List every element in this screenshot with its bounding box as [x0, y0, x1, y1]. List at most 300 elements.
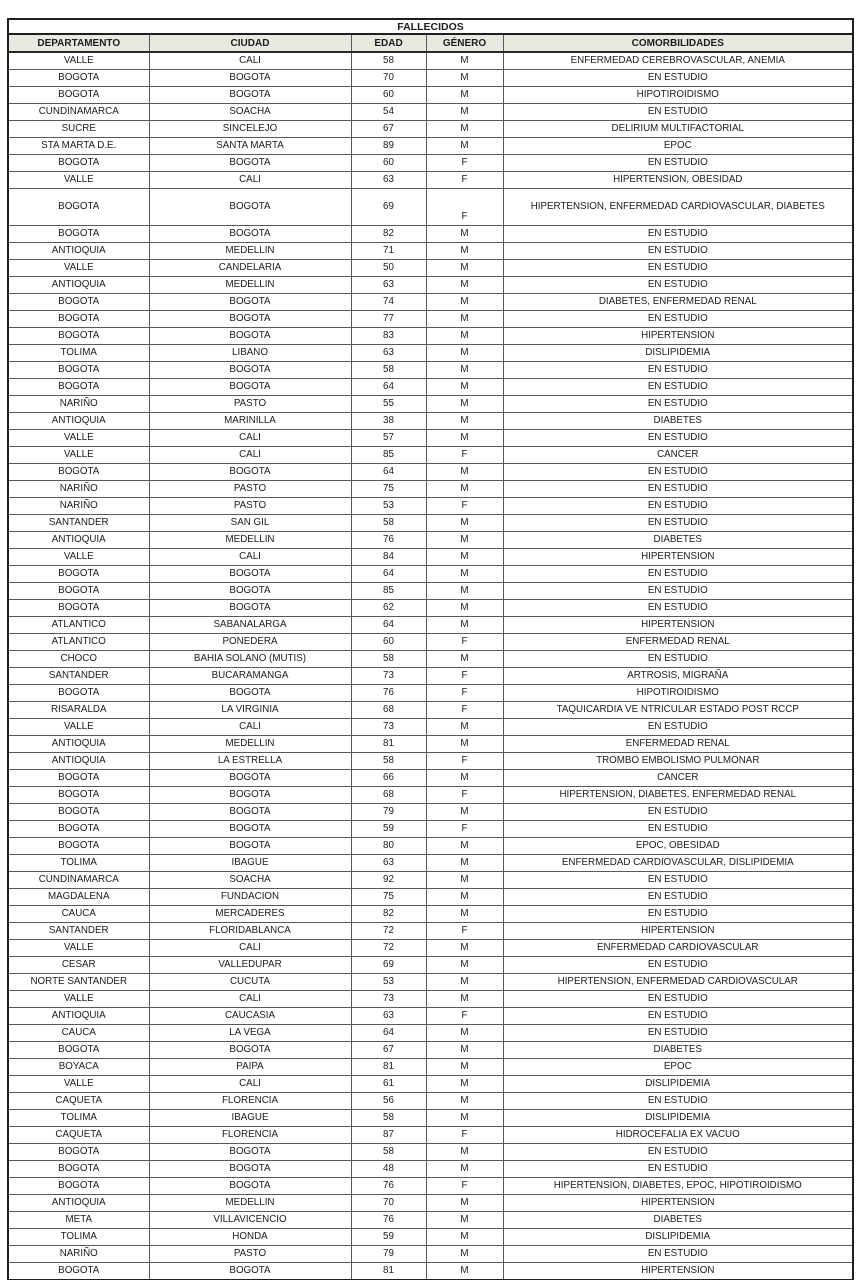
cell-edad: 82	[351, 906, 426, 923]
cell-departamento: NARIÑO	[8, 498, 149, 515]
cell-edad: 60	[351, 634, 426, 651]
cell-comorbilidades: HIPERTENSION, DIABETES, EPOC, HIPOTIROIDISMO	[503, 1178, 853, 1195]
column-header-comorbilidades: COMORBILIDADES	[503, 34, 853, 52]
cell-comorbilidades: EN ESTUDIO	[503, 243, 853, 260]
column-header-edad: EDAD	[351, 34, 426, 52]
cell-comorbilidades: EN ESTUDIO	[503, 430, 853, 447]
cell-edad: 57	[351, 430, 426, 447]
table-row	[8, 566, 853, 583]
cell-genero: M	[426, 311, 503, 328]
cell-ciudad: BOGOTA	[149, 787, 351, 804]
cell-departamento: SANTANDER	[8, 515, 149, 532]
cell-departamento: VALLE	[8, 172, 149, 189]
cell-departamento: TOLIMA	[8, 1110, 149, 1127]
cell-genero: M	[426, 413, 503, 430]
cell-comorbilidades: HIPERTENSION, DIABETES, ENFERMEDAD RENAL	[503, 787, 853, 804]
cell-ciudad: FLORENCIA	[149, 1127, 351, 1144]
cell-ciudad: BOGOTA	[149, 294, 351, 311]
cell-edad: 53	[351, 498, 426, 515]
cell-edad: 63	[351, 172, 426, 189]
cell-edad: 61	[351, 1076, 426, 1093]
cell-comorbilidades: EN ESTUDIO	[503, 379, 853, 396]
cell-ciudad: CANDELARIA	[149, 260, 351, 277]
cell-comorbilidades: DISLIPIDEMIA	[503, 1110, 853, 1127]
table-row	[8, 855, 853, 872]
cell-departamento: BOGOTA	[8, 838, 149, 855]
cell-comorbilidades: ENFERMEDAD CEREBROVASCULAR, ANEMIA	[503, 52, 853, 70]
cell-genero: M	[426, 957, 503, 974]
table-row	[8, 702, 853, 719]
cell-departamento: ANTIOQUIA	[8, 243, 149, 260]
table-row	[8, 787, 853, 804]
cell-genero: M	[426, 464, 503, 481]
cell-edad: 63	[351, 345, 426, 362]
cell-comorbilidades: EN ESTUDIO	[503, 362, 853, 379]
cell-ciudad: CALI	[149, 430, 351, 447]
cell-ciudad: FLORIDABLANCA	[149, 923, 351, 940]
cell-edad: 58	[351, 651, 426, 668]
cell-comorbilidades: EN ESTUDIO	[503, 277, 853, 294]
cell-genero: M	[426, 345, 503, 362]
cell-ciudad: BOGOTA	[149, 311, 351, 328]
cell-ciudad: CALI	[149, 991, 351, 1008]
cell-ciudad: BOGOTA	[149, 1144, 351, 1161]
cell-edad: 54	[351, 104, 426, 121]
cell-edad: 67	[351, 1042, 426, 1059]
cell-ciudad: BOGOTA	[149, 1178, 351, 1195]
cell-genero: F	[426, 1008, 503, 1025]
cell-edad: 53	[351, 974, 426, 991]
cell-ciudad: MEDELLIN	[149, 243, 351, 260]
cell-departamento: BOGOTA	[8, 155, 149, 172]
cell-ciudad: CUCUTA	[149, 974, 351, 991]
cell-genero: M	[426, 1093, 503, 1110]
table-row	[8, 736, 853, 753]
cell-edad: 63	[351, 1008, 426, 1025]
table-row	[8, 1246, 853, 1263]
table-row	[8, 600, 853, 617]
cell-comorbilidades: EN ESTUDIO	[503, 872, 853, 889]
cell-comorbilidades: ARTROSIS, MIGRAÑA	[503, 668, 853, 685]
cell-genero: M	[426, 87, 503, 104]
table-row	[8, 1178, 853, 1195]
cell-genero: M	[426, 838, 503, 855]
cell-departamento: VALLE	[8, 940, 149, 957]
cell-edad: 89	[351, 138, 426, 155]
cell-departamento: BOGOTA	[8, 328, 149, 345]
cell-edad: 64	[351, 1025, 426, 1042]
cell-comorbilidades: EN ESTUDIO	[503, 226, 853, 243]
cell-edad: 58	[351, 753, 426, 770]
table-row	[8, 923, 853, 940]
cell-ciudad: SOACHA	[149, 872, 351, 889]
cell-ciudad: BOGOTA	[149, 189, 351, 226]
cell-genero: M	[426, 872, 503, 889]
cell-comorbilidades: EN ESTUDIO	[503, 651, 853, 668]
table-row	[8, 121, 853, 138]
cell-edad: 64	[351, 617, 426, 634]
cell-genero: M	[426, 379, 503, 396]
cell-edad: 71	[351, 243, 426, 260]
cell-edad: 72	[351, 940, 426, 957]
table-row	[8, 189, 853, 226]
table-row	[8, 260, 853, 277]
cell-genero: M	[426, 736, 503, 753]
cell-edad: 56	[351, 1093, 426, 1110]
table-row	[8, 634, 853, 651]
cell-genero: M	[426, 1229, 503, 1246]
cell-genero: F	[426, 668, 503, 685]
cell-comorbilidades: EN ESTUDIO	[503, 311, 853, 328]
cell-comorbilidades: EN ESTUDIO	[503, 583, 853, 600]
cell-edad: 55	[351, 396, 426, 413]
cell-comorbilidades: HIPERTENSION	[503, 328, 853, 345]
table-row	[8, 379, 853, 396]
cell-genero: M	[426, 396, 503, 413]
cell-ciudad: CALI	[149, 447, 351, 464]
cell-genero: M	[426, 260, 503, 277]
table-row	[8, 1025, 853, 1042]
cell-departamento: CUNDINAMARCA	[8, 104, 149, 121]
table-row	[8, 617, 853, 634]
cell-comorbilidades: HIPERTENSION	[503, 1263, 853, 1280]
cell-comorbilidades: CANCER	[503, 447, 853, 464]
table-row	[8, 770, 853, 787]
cell-ciudad: BOGOTA	[149, 155, 351, 172]
table-row	[8, 226, 853, 243]
cell-genero: M	[426, 328, 503, 345]
cell-edad: 62	[351, 600, 426, 617]
table-row	[8, 1212, 853, 1229]
cell-edad: 70	[351, 70, 426, 87]
cell-ciudad: SAN GIL	[149, 515, 351, 532]
cell-genero: M	[426, 52, 503, 70]
cell-ciudad: LIBANO	[149, 345, 351, 362]
cell-edad: 73	[351, 719, 426, 736]
cell-genero: F	[426, 702, 503, 719]
cell-genero: M	[426, 889, 503, 906]
table-row	[8, 1195, 853, 1212]
cell-genero: F	[426, 1178, 503, 1195]
cell-comorbilidades: DIABETES	[503, 413, 853, 430]
cell-genero: F	[426, 634, 503, 651]
cell-genero: M	[426, 940, 503, 957]
table-row	[8, 1042, 853, 1059]
cell-edad: 64	[351, 464, 426, 481]
table-row	[8, 821, 853, 838]
table-row	[8, 549, 853, 566]
cell-genero: F	[426, 189, 503, 226]
cell-departamento: SUCRE	[8, 121, 149, 138]
cell-ciudad: MERCADERES	[149, 906, 351, 923]
cell-edad: 75	[351, 889, 426, 906]
cell-comorbilidades: EN ESTUDIO	[503, 1144, 853, 1161]
cell-edad: 58	[351, 515, 426, 532]
cell-edad: 75	[351, 481, 426, 498]
table-row	[8, 294, 853, 311]
cell-departamento: ANTIOQUIA	[8, 753, 149, 770]
cell-genero: F	[426, 447, 503, 464]
cell-comorbilidades: DIABETES	[503, 532, 853, 549]
cell-edad: 76	[351, 685, 426, 702]
table-row	[8, 413, 853, 430]
cell-genero: M	[426, 362, 503, 379]
cell-departamento: BOGOTA	[8, 379, 149, 396]
cell-ciudad: PONEDERA	[149, 634, 351, 651]
cell-departamento: VALLE	[8, 1076, 149, 1093]
table-row	[8, 172, 853, 189]
cell-edad: 69	[351, 189, 426, 226]
cell-edad: 85	[351, 447, 426, 464]
cell-edad: 58	[351, 1110, 426, 1127]
cell-comorbilidades: HIPERTENSION	[503, 617, 853, 634]
cell-departamento: BOGOTA	[8, 311, 149, 328]
cell-edad: 68	[351, 702, 426, 719]
cell-ciudad: FLORENCIA	[149, 1093, 351, 1110]
cell-edad: 64	[351, 379, 426, 396]
cell-ciudad: BOGOTA	[149, 464, 351, 481]
cell-genero: M	[426, 515, 503, 532]
table-row	[8, 1127, 853, 1144]
cell-edad: 60	[351, 155, 426, 172]
table-row	[8, 685, 853, 702]
table-row	[8, 753, 853, 770]
cell-edad: 60	[351, 87, 426, 104]
cell-comorbilidades: EN ESTUDIO	[503, 498, 853, 515]
cell-edad: 76	[351, 1178, 426, 1195]
cell-ciudad: CALI	[149, 52, 351, 70]
cell-comorbilidades: EN ESTUDIO	[503, 104, 853, 121]
cell-ciudad: CALI	[149, 172, 351, 189]
cell-comorbilidades: DIABETES	[503, 1042, 853, 1059]
table-row	[8, 447, 853, 464]
cell-ciudad: BOGOTA	[149, 70, 351, 87]
table-row	[8, 651, 853, 668]
cell-edad: 80	[351, 838, 426, 855]
cell-departamento: BOGOTA	[8, 566, 149, 583]
cell-ciudad: BOGOTA	[149, 1263, 351, 1280]
cell-departamento: BOGOTA	[8, 770, 149, 787]
cell-genero: M	[426, 1076, 503, 1093]
cell-genero: F	[426, 787, 503, 804]
cell-ciudad: SOACHA	[149, 104, 351, 121]
cell-genero: M	[426, 70, 503, 87]
cell-edad: 66	[351, 770, 426, 787]
cell-edad: 87	[351, 1127, 426, 1144]
cell-departamento: BOGOTA	[8, 1178, 149, 1195]
cell-genero: F	[426, 685, 503, 702]
cell-ciudad: BOGOTA	[149, 804, 351, 821]
cell-departamento: RISARALDA	[8, 702, 149, 719]
table-row	[8, 1263, 853, 1280]
cell-genero: F	[426, 155, 503, 172]
cell-edad: 63	[351, 855, 426, 872]
cell-genero: F	[426, 1127, 503, 1144]
cell-genero: M	[426, 1161, 503, 1178]
cell-departamento: CESAR	[8, 957, 149, 974]
table-row	[8, 70, 853, 87]
table-row	[8, 345, 853, 362]
cell-ciudad: BOGOTA	[149, 379, 351, 396]
cell-departamento: ATLANTICO	[8, 634, 149, 651]
cell-comorbilidades: EN ESTUDIO	[503, 1025, 853, 1042]
cell-edad: 73	[351, 991, 426, 1008]
table-row	[8, 104, 853, 121]
cell-genero: M	[426, 1195, 503, 1212]
cell-departamento: BOGOTA	[8, 787, 149, 804]
cell-comorbilidades: ENFERMEDAD RENAL	[503, 634, 853, 651]
cell-comorbilidades: EN ESTUDIO	[503, 889, 853, 906]
cell-comorbilidades: EN ESTUDIO	[503, 70, 853, 87]
cell-edad: 68	[351, 787, 426, 804]
cell-genero: M	[426, 974, 503, 991]
cell-ciudad: PAIPA	[149, 1059, 351, 1076]
cell-departamento: VALLE	[8, 991, 149, 1008]
cell-comorbilidades: EPOC	[503, 1059, 853, 1076]
cell-departamento: BOGOTA	[8, 821, 149, 838]
table-title-row	[8, 19, 853, 34]
cell-genero: M	[426, 566, 503, 583]
cell-departamento: ANTIOQUIA	[8, 413, 149, 430]
table-row	[8, 583, 853, 600]
cell-departamento: CAUCA	[8, 1025, 149, 1042]
cell-ciudad: BOGOTA	[149, 685, 351, 702]
cell-departamento: SANTANDER	[8, 923, 149, 940]
cell-ciudad: MEDELLIN	[149, 532, 351, 549]
cell-edad: 74	[351, 294, 426, 311]
cell-comorbilidades: HIPERTENSION, ENFERMEDAD CARDIOVASCULAR	[503, 974, 853, 991]
cell-comorbilidades: EN ESTUDIO	[503, 396, 853, 413]
cell-ciudad: PASTO	[149, 396, 351, 413]
cell-ciudad: BAHIA SOLANO (MUTIS)	[149, 651, 351, 668]
cell-genero: M	[426, 906, 503, 923]
cell-edad: 82	[351, 226, 426, 243]
cell-comorbilidades: ENFERMEDAD CARDIOVASCULAR	[503, 940, 853, 957]
table-body	[8, 52, 853, 1280]
cell-ciudad: BOGOTA	[149, 87, 351, 104]
table-row	[8, 515, 853, 532]
cell-comorbilidades: HIPERTENSION	[503, 549, 853, 566]
cell-genero: M	[426, 121, 503, 138]
cell-comorbilidades: EN ESTUDIO	[503, 957, 853, 974]
cell-comorbilidades: EN ESTUDIO	[503, 481, 853, 498]
table-row	[8, 243, 853, 260]
cell-ciudad: SINCELEJO	[149, 121, 351, 138]
cell-edad: 76	[351, 532, 426, 549]
cell-departamento: BOGOTA	[8, 1042, 149, 1059]
cell-genero: M	[426, 104, 503, 121]
cell-ciudad: PASTO	[149, 1246, 351, 1263]
cell-genero: M	[426, 1110, 503, 1127]
cell-ciudad: BOGOTA	[149, 770, 351, 787]
cell-genero: M	[426, 600, 503, 617]
cell-genero: M	[426, 243, 503, 260]
cell-comorbilidades: EN ESTUDIO	[503, 155, 853, 172]
cell-departamento: VALLE	[8, 430, 149, 447]
cell-departamento: NARIÑO	[8, 396, 149, 413]
table-row	[8, 138, 853, 155]
cell-comorbilidades: DIABETES	[503, 1212, 853, 1229]
table-row	[8, 155, 853, 172]
table-row	[8, 889, 853, 906]
cell-ciudad: BOGOTA	[149, 821, 351, 838]
cell-departamento: VALLE	[8, 52, 149, 70]
cell-departamento: BOGOTA	[8, 362, 149, 379]
cell-genero: M	[426, 481, 503, 498]
cell-edad: 70	[351, 1195, 426, 1212]
cell-genero: M	[426, 138, 503, 155]
cell-genero: M	[426, 719, 503, 736]
cell-genero: M	[426, 549, 503, 566]
cell-departamento: VALLE	[8, 260, 149, 277]
cell-departamento: BOGOTA	[8, 600, 149, 617]
cell-comorbilidades: DISLIPIDEMIA	[503, 345, 853, 362]
table-row	[8, 1144, 853, 1161]
cell-genero: M	[426, 651, 503, 668]
table-row	[8, 991, 853, 1008]
cell-ciudad: LA ESTRELLA	[149, 753, 351, 770]
cell-edad: 48	[351, 1161, 426, 1178]
cell-departamento: TOLIMA	[8, 345, 149, 362]
cell-ciudad: PASTO	[149, 481, 351, 498]
cell-ciudad: BOGOTA	[149, 838, 351, 855]
cell-departamento: BOGOTA	[8, 804, 149, 821]
cell-edad: 83	[351, 328, 426, 345]
column-header-genero: GÉNERO	[426, 34, 503, 52]
cell-ciudad: MARINILLA	[149, 413, 351, 430]
cell-comorbilidades: ENFERMEDAD RENAL	[503, 736, 853, 753]
cell-genero: F	[426, 923, 503, 940]
cell-edad: 58	[351, 52, 426, 70]
cell-genero: M	[426, 770, 503, 787]
cell-departamento: MAGDALENA	[8, 889, 149, 906]
table-row	[8, 1076, 853, 1093]
cell-comorbilidades: EN ESTUDIO	[503, 804, 853, 821]
table-row	[8, 974, 853, 991]
cell-departamento: BOGOTA	[8, 1144, 149, 1161]
cell-comorbilidades: ENFERMEDAD CARDIOVASCULAR, DISLIPIDEMIA	[503, 855, 853, 872]
cell-departamento: ANTIOQUIA	[8, 736, 149, 753]
cell-edad: 59	[351, 1229, 426, 1246]
cell-comorbilidades: EN ESTUDIO	[503, 1093, 853, 1110]
cell-edad: 67	[351, 121, 426, 138]
table-row	[8, 277, 853, 294]
cell-ciudad: BOGOTA	[149, 226, 351, 243]
cell-ciudad: BOGOTA	[149, 600, 351, 617]
cell-departamento: TOLIMA	[8, 1229, 149, 1246]
cell-departamento: SANTANDER	[8, 668, 149, 685]
cell-ciudad: MEDELLIN	[149, 736, 351, 753]
cell-genero: M	[426, 1246, 503, 1263]
cell-departamento: NARIÑO	[8, 481, 149, 498]
table-row	[8, 1059, 853, 1076]
table-row	[8, 906, 853, 923]
cell-departamento: BOGOTA	[8, 226, 149, 243]
fallecidos-table	[7, 18, 854, 1280]
cell-comorbilidades: EN ESTUDIO	[503, 566, 853, 583]
cell-genero: M	[426, 1042, 503, 1059]
cell-ciudad: MEDELLIN	[149, 1195, 351, 1212]
cell-edad: 58	[351, 1144, 426, 1161]
cell-ciudad: BOGOTA	[149, 328, 351, 345]
cell-ciudad: VALLEDUPAR	[149, 957, 351, 974]
cell-genero: F	[426, 498, 503, 515]
cell-edad: 69	[351, 957, 426, 974]
cell-ciudad: VILLAVICENCIO	[149, 1212, 351, 1229]
cell-departamento: TOLIMA	[8, 855, 149, 872]
table-row	[8, 872, 853, 889]
cell-comorbilidades: EN ESTUDIO	[503, 1008, 853, 1025]
